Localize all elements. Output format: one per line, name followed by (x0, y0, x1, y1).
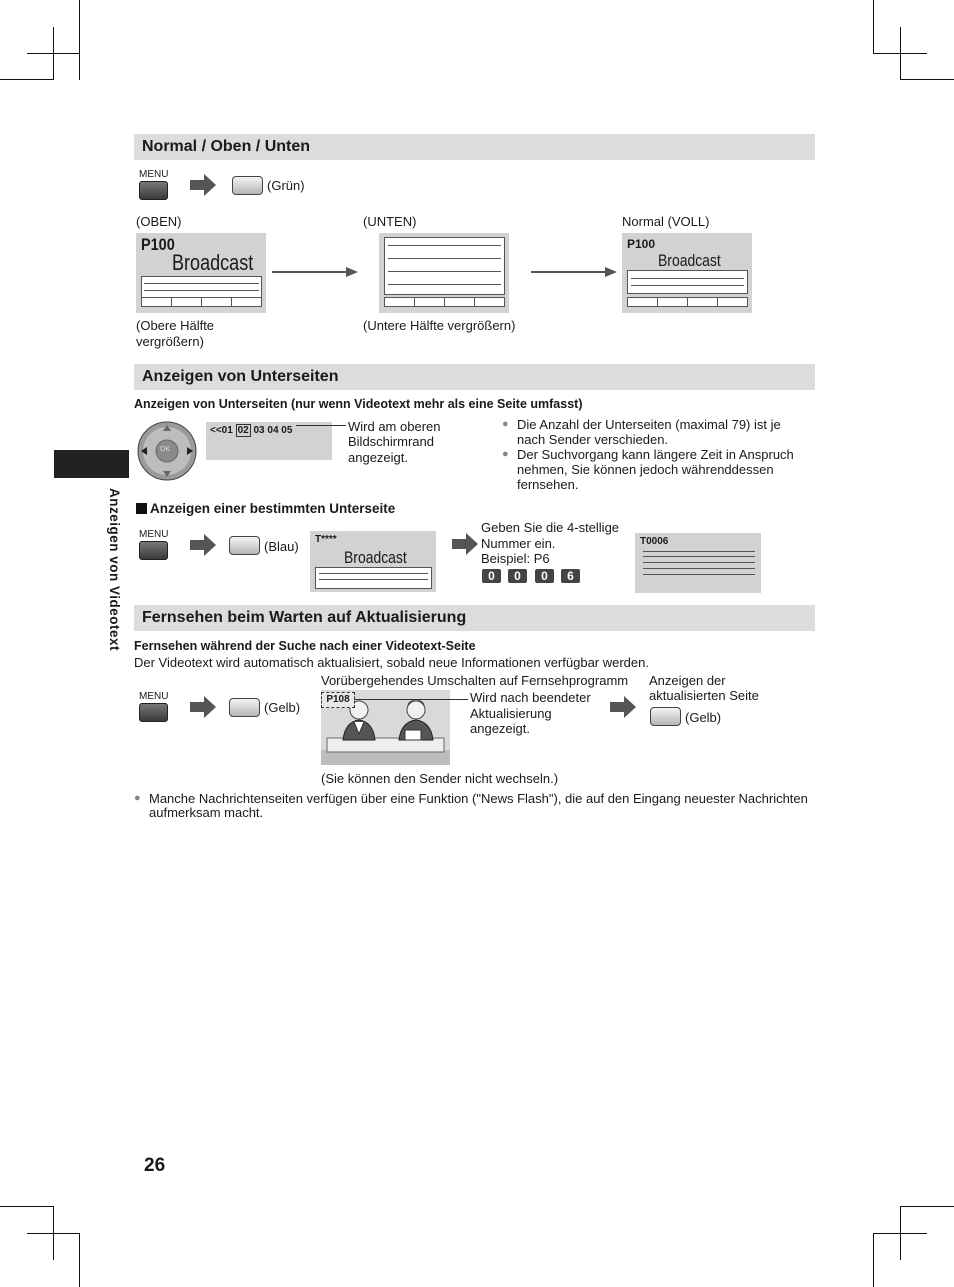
description-text: Der Videotext wird automatisch aktualisiert, sobald neue Informationen verfügbar werden. (134, 655, 649, 670)
transition-arrow (272, 266, 358, 278)
crop-mark (900, 27, 901, 80)
enter-number-line2: Nummer ein. (481, 536, 556, 551)
bullet-line: aufmerksam macht. (149, 805, 264, 820)
screen-unten (379, 233, 509, 313)
blue-button[interactable] (229, 536, 260, 555)
show-updated-line2: aktualisierten Seite (649, 688, 759, 703)
screen-broadcast-text: Broadcast (344, 548, 407, 567)
yellow-button-label: (Gelb) (264, 700, 301, 715)
no-channel-change-note: (Sie können den Sender nicht wechseln.) (321, 771, 559, 786)
screen-broadcast-text: Broadcast (172, 250, 254, 275)
subpage-current: 02 (237, 425, 249, 436)
yellow-button[interactable] (229, 698, 260, 717)
bullet-line: Der Suchvorgang kann längere Zeit in Anspruch (517, 447, 794, 462)
teletext-lines (141, 276, 262, 298)
caption-oben-line2: vergrößern) (136, 334, 204, 349)
side-tab-marker (54, 450, 129, 478)
subpage-rest: 03 04 05 (253, 425, 293, 436)
section-heading-unterseiten: Anzeigen von Unterseiten (134, 364, 815, 390)
screen-normal (622, 233, 752, 313)
teletext-lines (384, 237, 505, 295)
after-update-line2: Aktualisierung (470, 706, 552, 721)
page-number: 26 (144, 1155, 166, 1176)
bullet-line: nach Sender verschieden. (517, 432, 669, 447)
caption-unten: (Untere Hälfte vergrößern) (363, 318, 516, 333)
after-update-line1: Wird nach beendeter (470, 690, 591, 705)
menu-button[interactable] (139, 703, 168, 722)
digit-key-6[interactable]: 6 (561, 569, 580, 583)
fastext-bar (384, 297, 505, 307)
crop-mark (0, 79, 54, 80)
digit-key-0[interactable]: 0 (535, 569, 554, 583)
ok-label: OK (160, 446, 171, 453)
side-label: Anzeigen von Videotext (107, 488, 122, 652)
subheading-unterseiten: Anzeigen von Unterseiten (nur wenn Videotext mehr als eine Seite umfasst) (134, 397, 583, 411)
crop-mark (0, 1206, 54, 1207)
fastext-bar (627, 297, 748, 307)
screen-oben (136, 233, 266, 313)
yellow-button-label: (Gelb) (685, 710, 722, 725)
right-arrow-icon (610, 696, 636, 718)
menu-label: MENU (139, 529, 169, 540)
crop-mark (873, 1233, 927, 1234)
yellow-button[interactable] (650, 707, 681, 726)
crop-mark (900, 79, 954, 80)
callout-line (296, 425, 346, 426)
callout-line2: Bildschirmrand (348, 434, 434, 449)
bullet-line: Manche Nachrichtenseiten verfügen über eine Funktion ("News Flash"), die auf den Eingang neuester Nachrichten (149, 791, 808, 806)
blue-button-label: (Blau) (264, 539, 299, 554)
temp-switch-text: Vorübergehendes Umschalten auf Fernsehprogramm (321, 673, 629, 688)
right-arrow-icon (190, 534, 216, 556)
right-arrow-icon (190, 696, 216, 718)
subpage-list (210, 425, 292, 436)
label-oben: (OBEN) (136, 214, 182, 229)
show-updated-line1: Anzeigen der (649, 673, 726, 688)
screen-page-number: T**** (315, 534, 337, 545)
callout-line1: Wird am oberen (348, 419, 441, 434)
crop-mark (873, 1233, 874, 1287)
transition-arrow (531, 266, 617, 278)
fastext-bar (141, 297, 262, 307)
digit-key-0[interactable]: 0 (508, 569, 527, 583)
subheading-specific-subpage: Anzeigen einer bestimmten Unterseite (150, 501, 396, 516)
right-arrow-icon (452, 533, 478, 555)
tv-page-badge: P108 (321, 692, 355, 708)
crop-mark (873, 0, 874, 53)
subpage-screen (206, 422, 332, 460)
screen-page-number: P100 (141, 235, 175, 254)
section-heading-normal-oben-unten: Normal / Oben / Unten (134, 134, 815, 160)
subheading-suche: Fernsehen während der Suche nach einer Videotext-Seite (134, 639, 476, 653)
after-update-line3: angezeigt. (470, 721, 530, 736)
menu-label: MENU (139, 169, 169, 180)
crop-mark (27, 1233, 80, 1234)
subpage-prefix: <<01 (210, 425, 233, 436)
callout-line3: angezeigt. (348, 450, 408, 465)
menu-label: MENU (139, 691, 169, 702)
result-screen (635, 533, 761, 593)
enter-number-line1: Geben Sie die 4-stellige (481, 520, 620, 535)
bullet-line: fernsehen. (517, 477, 579, 492)
teletext-lines (315, 567, 432, 589)
crop-mark (79, 1233, 80, 1287)
screen-page-number: P100 (627, 237, 656, 251)
label-normal: Normal (VOLL) (622, 214, 710, 229)
label-unten: (UNTEN) (363, 214, 417, 229)
teletext-lines (627, 270, 748, 294)
crop-mark (53, 27, 54, 80)
menu-button[interactable] (139, 181, 168, 200)
crop-mark (900, 1206, 954, 1207)
menu-button[interactable] (139, 541, 168, 560)
bullet-line: nehmen, Sie können jedoch währenddessen (517, 462, 774, 477)
crop-mark (79, 0, 80, 80)
section-heading-aktualisierung: Fernsehen beim Warten auf Aktualisierung (134, 605, 815, 631)
screen-page-number: T0006 (640, 536, 669, 547)
digit-key-0[interactable]: 0 (482, 569, 501, 583)
bullet-line: Die Anzahl der Unterseiten (maximal 79) ist je (517, 417, 781, 432)
right-arrow-icon (190, 174, 216, 196)
caption-oben-line1: (Obere Hälfte (136, 318, 215, 333)
enter-number-line3: Beispiel: P6 (481, 551, 550, 566)
green-button[interactable] (232, 176, 263, 195)
green-button-label: (Grün) (267, 178, 305, 193)
blue-screen (310, 531, 436, 592)
callout-line (354, 699, 468, 700)
square-bullet-icon (136, 503, 147, 514)
screen-broadcast-text: Broadcast (658, 251, 721, 270)
